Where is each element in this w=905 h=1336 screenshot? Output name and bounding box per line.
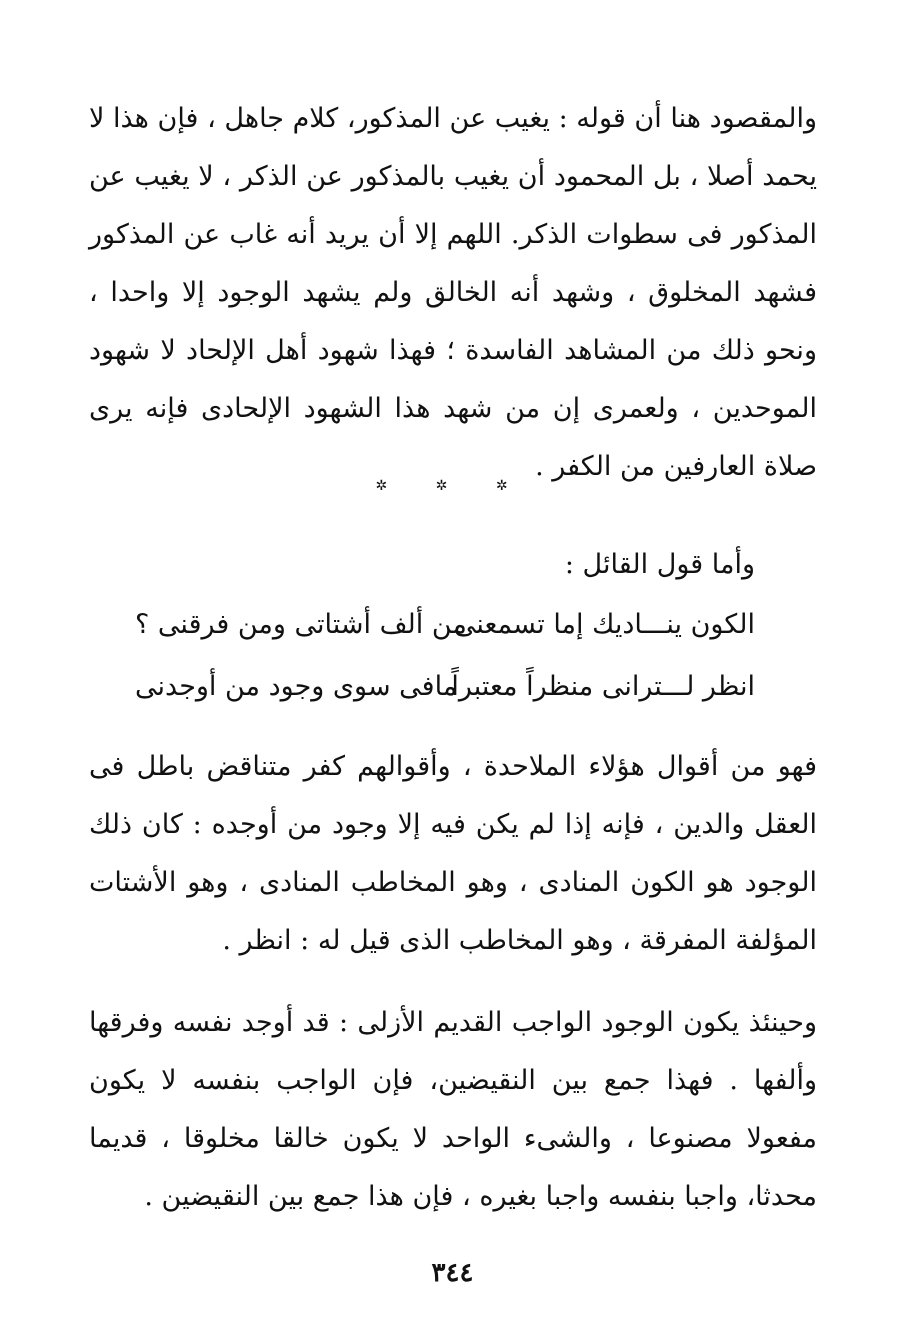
section-separator-stars: ✲ ✲ ✲ (375, 478, 530, 494)
paragraph-refutation: فهو من أقوال هؤلاء الملاحدة ، وأقوالهم كفر متناقض باطل فى العقل والدين ، فإنه إذا لم يكن فيه إلا وجود من أوجده : كان ذلك الوجود هو الكون المنادى ، وهو المخاطب المنادى ، وهو الأشتات المؤلفة المفرقة ، وهو المخاطب الذى قيل له : انظر . (89, 751, 817, 956)
paragraph-opening: والمقصود هنا أن قوله : يغيب عن المذكور، كلام جاهل ، فإن هذا لا يحمد أصلا ، بل المحمود أن يغيب بالمذكور عن الذكر ، لا يغيب عن المذكور فى سطوات الذكر. اللهم إلا أن يريد أنه غاب عن المذكور فشهد المخلوق ، وشهد أنه الخالق ولم يشهد الوجود إلا واحدا ، ونحو ذلك من المشاهد الفاسدة ؛ فهذا شهود أهل الإلحاد لا شهود الموحدين ، ولعمرى إن من شهد هذا الشهود الإلحادى فإنه يرى صلاة العارفين من الكفر . (89, 103, 817, 482)
poem-verse-1 (135, 596, 755, 654)
verse-2-second-hemistich: مافى سوى وجود من أوجدنى (135, 671, 458, 702)
verse-1-second-hemistich: من ألف أشتاتى ومن فرقنى ؟ (135, 609, 467, 640)
page-number: ٣٤٤ (431, 1258, 474, 1288)
poem-verse-2 (135, 658, 755, 716)
verse-1-first-hemistich: الكون ينـــاديك إما تسمعنى (453, 609, 755, 640)
poem-intro: وأما قول القائل : (564, 549, 755, 580)
verse-2-first-hemistich: انظر لـــترانى منظراً معتبراً (451, 671, 755, 702)
paragraph-conclusion: وحينئذ يكون الوجود الواجب القديم الأزلى : قد أوجد نفسه وفرقها وألفها . فهذا جمع بين النقيضين، فإن الواجب بنفسه لا يكون مفعولا مصنوعا ، والشىء الواحد لا يكون خالقا مخلوقا ، قديما محدثا، واجبا بنفسه واجبا بغيره ، فإن هذا جمع بين النقيضين . (89, 1007, 818, 1212)
